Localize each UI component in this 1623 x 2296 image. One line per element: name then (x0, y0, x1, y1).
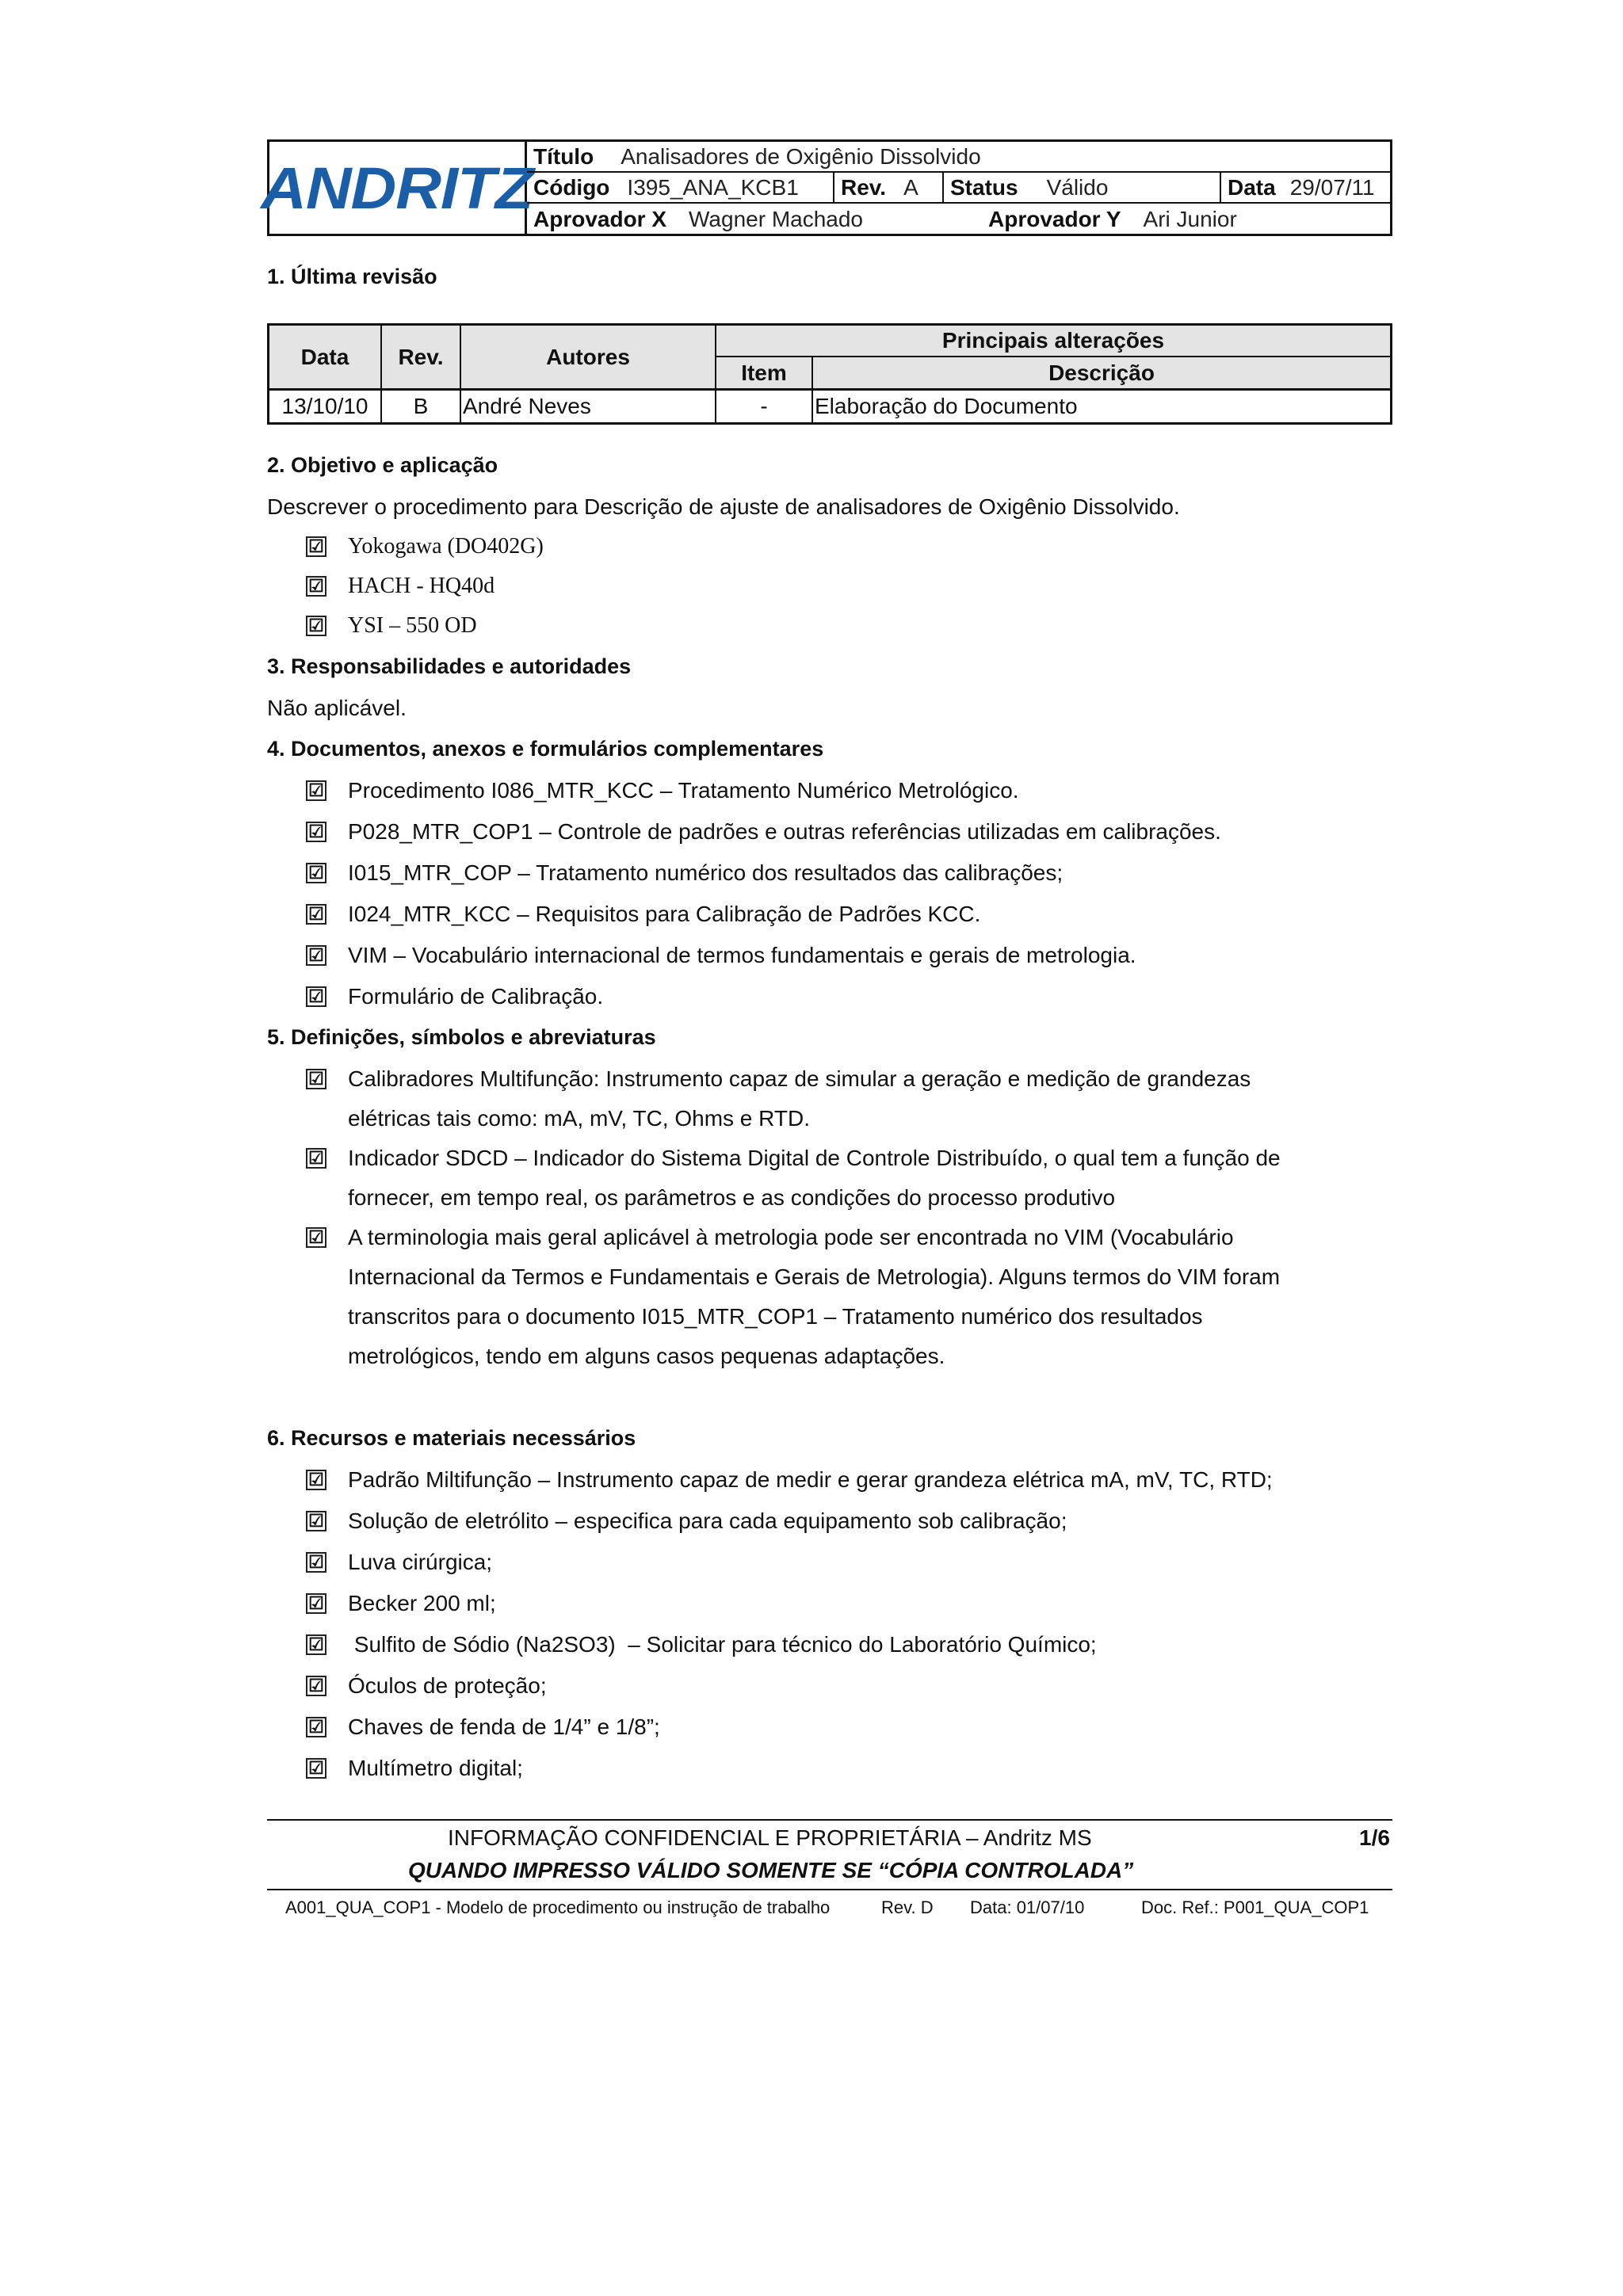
list-item: Becker 200 ml; (348, 1591, 496, 1615)
checkbox-icon: ☑ (306, 986, 327, 1007)
rev-col-principais: Principais alterações (716, 326, 1390, 357)
checkbox-icon: ☑ (306, 1717, 327, 1737)
list-item-line: elétricas tais como: mA, mV, TC, Ohms e RTD. (348, 1106, 810, 1131)
status-label: Status (950, 174, 1018, 200)
rev-cell-item: - (716, 391, 813, 422)
rev-col-item: Item (716, 357, 813, 391)
rev-cell-descricao: Elaboração do Documento (815, 394, 1078, 418)
document-header-table (261, 139, 1392, 236)
header-row-code (527, 173, 1390, 204)
checkbox-icon: ☑ (306, 1676, 327, 1696)
codigo-value: I395_ANA_KCB1 (627, 174, 799, 200)
checkbox-icon: ☑ (306, 1552, 327, 1573)
section-3-text: Não aplicável. (267, 696, 407, 720)
rev-col-autores: Autores (461, 326, 716, 391)
checkbox-icon: ☑ (306, 576, 327, 597)
rev-label: Rev. (841, 174, 887, 200)
aprovador-y-label: Aprovador Y (988, 206, 1121, 231)
checkbox-icon: ☑ (306, 536, 327, 557)
rev-col-descricao: Descrição (813, 357, 1390, 391)
checkbox-icon: ☑ (306, 1593, 327, 1614)
aprovador-x-value: Wagner Machado (689, 206, 863, 231)
list-item: P028_MTR_COP1 – Controle de padrões e outras referências utilizadas em calibrações. (348, 819, 1221, 844)
list-item: I015_MTR_COP – Tratamento numérico dos resultados das calibrações; (348, 860, 1064, 885)
list-item-line: fornecer, em tempo real, os parâmetros e as condições do processo produtivo (348, 1185, 1116, 1210)
rev-col-data: Data (269, 326, 382, 391)
list-item: Formulário de Calibração. (348, 984, 604, 1009)
aprovador-y-value: Ari Junior (1143, 206, 1237, 231)
list-item: I024_MTR_KCC – Requisitos para Calibração de Padrões KCC. (348, 902, 981, 926)
aprovador-x-label: Aprovador X (533, 206, 667, 231)
footer-rule-top (267, 1819, 1392, 1821)
checkbox-icon: ☑ (306, 1758, 327, 1779)
list-item: Procedimento I086_MTR_KCC – Tratamento Numérico Metrológico. (348, 778, 1019, 803)
footer-date: Data: 01/07/10 (970, 1897, 1085, 1917)
section-3-title: 3. Responsabilidades e autoridades (267, 654, 632, 678)
footer-controlled-copy: QUANDO IMPRESSO VÁLIDO SOMENTE SE “CÓPIA CONTROLADA” (408, 1858, 1134, 1882)
checkbox-icon: ☑ (306, 1148, 327, 1169)
checkbox-icon: ☑ (306, 1069, 327, 1089)
rev-cell-rev: B (382, 391, 461, 422)
header-row-title (527, 142, 1390, 173)
list-item: Luva cirúrgica; (348, 1550, 493, 1574)
rev-cell-data: 13/10/10 (269, 391, 382, 422)
rev-cell-autores: André Neves (461, 391, 716, 422)
checkbox-icon: ☑ (306, 1511, 327, 1531)
andritz-logo: ANDRITZ (269, 142, 527, 234)
section-1-title: 1. Última revisão (267, 265, 437, 288)
section-4-title: 4. Documentos, anexos e formulários complementares (267, 737, 824, 761)
list-item: VIM – Vocabulário internacional de termos fundamentais e gerais de metrologia. (348, 943, 1136, 967)
checkbox-icon: ☑ (306, 780, 327, 801)
status-value: Válido (1046, 174, 1109, 200)
revision-table (267, 323, 1392, 425)
rev-col-rev: Rev. (382, 326, 461, 391)
list-item: Multímetro digital; (348, 1756, 523, 1780)
list-item-line: Calibradores Multifunção: Instrumento capaz de simular a geração e medição de grandezas (348, 1066, 1251, 1091)
checkbox-icon: ☑ (306, 1227, 327, 1248)
titulo-value: Analisadores de Oxigênio Dissolvido (621, 143, 981, 169)
list-item: Yokogawa (DO402G) (348, 534, 544, 559)
footer-rule-bottom (267, 1889, 1392, 1890)
codigo-label: Código (533, 174, 610, 200)
page-number: 1/6 (1359, 1825, 1390, 1850)
list-item-line: Indicador SDCD – Indicador do Sistema Digital de Controle Distribuído, o qual tem a função de (348, 1146, 1281, 1170)
list-item-line: A terminologia mais geral aplicável à metrologia pode ser encontrada no VIM (Vocabulário (348, 1225, 1234, 1249)
checkbox-icon: ☑ (306, 822, 327, 842)
data-label: Data (1228, 174, 1276, 200)
header-row-approvers (527, 204, 1390, 235)
checkbox-icon: ☑ (306, 616, 327, 636)
footer-rev: Rev. D (881, 1897, 934, 1917)
list-item: YSI – 550 OD (348, 613, 477, 638)
section-5-title: 5. Definições, símbolos e abreviaturas (267, 1025, 656, 1049)
list-item-line: transcritos para o documento I015_MTR_COP1 – Tratamento numérico dos resultados (348, 1304, 1203, 1329)
rev-value: A (903, 174, 918, 200)
checkbox-icon: ☑ (306, 945, 327, 966)
section-6-title: 6. Recursos e materiais necessários (267, 1426, 636, 1450)
footer-docref: Doc. Ref.: P001_QUA_COP1 (1141, 1897, 1369, 1917)
list-item-line: Internacional da Termos e Fundamentais e Gerais de Metrologia). Alguns termos do VIM foram (348, 1264, 1281, 1289)
list-item: HACH - HQ40d (348, 574, 495, 598)
checkbox-icon: ☑ (306, 863, 327, 883)
section-2-text: Descrever o procedimento para Descrição de ajuste de analisadores de Oxigênio Dissolvido. (267, 494, 1180, 519)
section-2-title: 2. Objetivo e aplicação (267, 453, 498, 477)
list-item: Solução de eletrólito – especifica para cada equipamento sob calibração; (348, 1508, 1067, 1533)
footer-confidential: INFORMAÇÃO CONFIDENCIAL E PROPRIETÁRIA – Andritz MS (448, 1825, 1092, 1850)
checkbox-icon: ☑ (306, 1634, 327, 1655)
list-item: Chaves de fenda de 1/4” e 1/8”; (348, 1714, 660, 1739)
list-item-line: metrológicos, tendo em alguns casos pequenas adaptações. (348, 1344, 945, 1368)
footer-model: A001_QUA_COP1 - Modelo de procedimento ou instrução de trabalho (285, 1897, 831, 1917)
list-item: Óculos de proteção; (348, 1673, 547, 1698)
list-item: Padrão Miltifunção – Instrumento capaz de medir e gerar grandeza elétrica mA, mV, TC, RTD; (348, 1467, 1273, 1492)
titulo-label: Título (533, 143, 594, 169)
list-item: Sulfito de Sódio (Na2SO3) – Solicitar para técnico do Laboratório Químico; (348, 1632, 1097, 1657)
data-value: 29/07/11 (1289, 174, 1375, 200)
checkbox-icon: ☑ (306, 1470, 327, 1490)
checkbox-icon: ☑ (306, 904, 327, 925)
